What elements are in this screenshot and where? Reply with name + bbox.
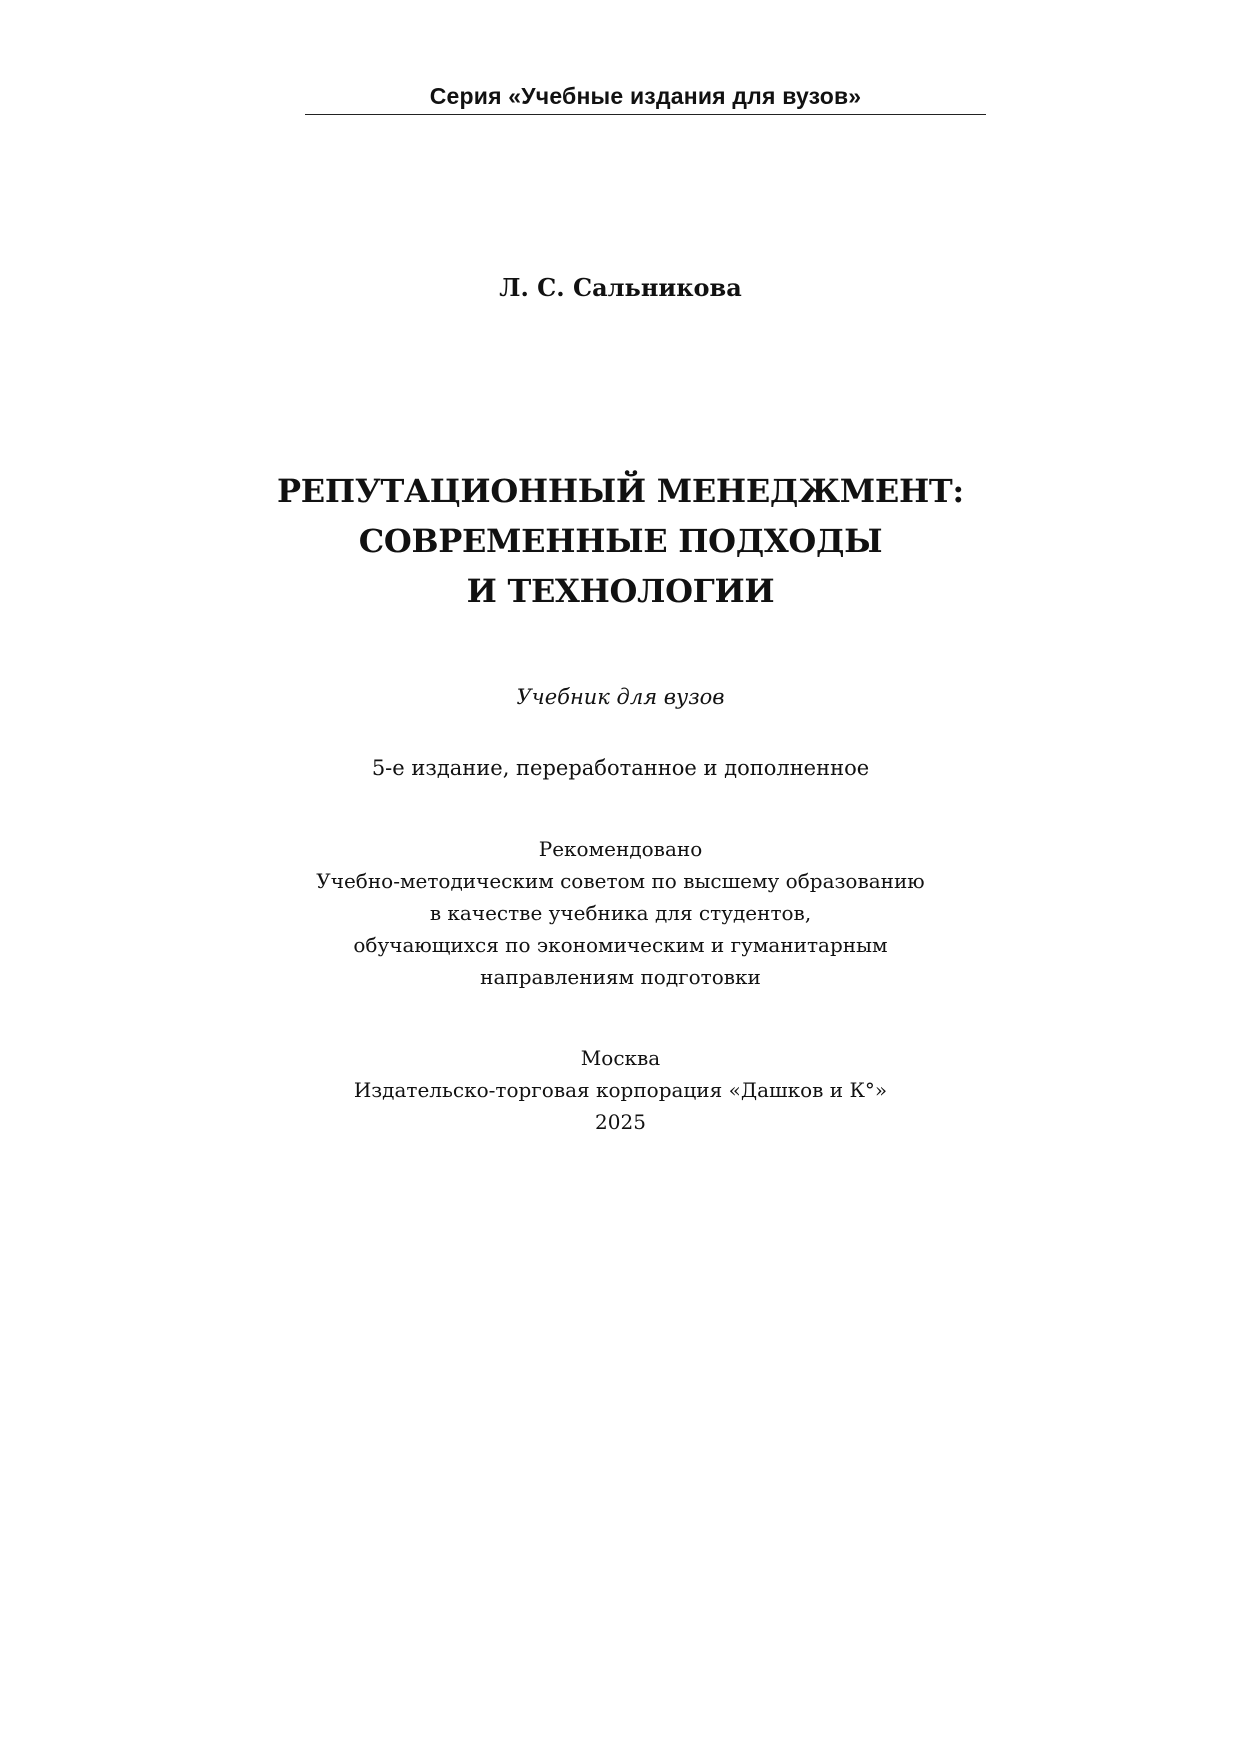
imprint-block [0,1042,1241,1138]
imprint-year: 2025 [595,1110,646,1134]
imprint-publisher: Издательско-торговая корпорация «Дашков и К°» [353,1078,888,1102]
imprint-city: Москва [580,1046,661,1070]
book-title-line: СОВРЕМЕННЫЕ ПОДХОДЫ [358,522,883,560]
book-title-line: РЕПУТАЦИОННЫЙ МЕНЕДЖМЕНТ: [277,472,964,510]
book-title [0,466,1241,616]
series-divider [305,114,986,115]
recommendation-block [0,833,1241,993]
series-header: Серия «Учебные издания для вузов» [429,83,862,109]
recommendation-line: направлениям подготовки [480,965,761,989]
recommendation-line: обучающихся по экономическим и гуманитарным [353,933,888,957]
edition-note: 5-е издание, переработанное и дополненное [371,756,870,780]
recommendation-line: Рекомендовано [538,837,703,861]
recommendation-line: Учебно-методическим советом по высшему образованию [316,869,925,893]
book-title-line: И ТЕХНОЛОГИИ [466,572,775,610]
recommendation-line: в качестве учебника для студентов, [429,901,812,925]
author-name: Л. С. Сальникова [499,273,742,302]
book-subtitle: Учебник для вузов [516,685,725,709]
